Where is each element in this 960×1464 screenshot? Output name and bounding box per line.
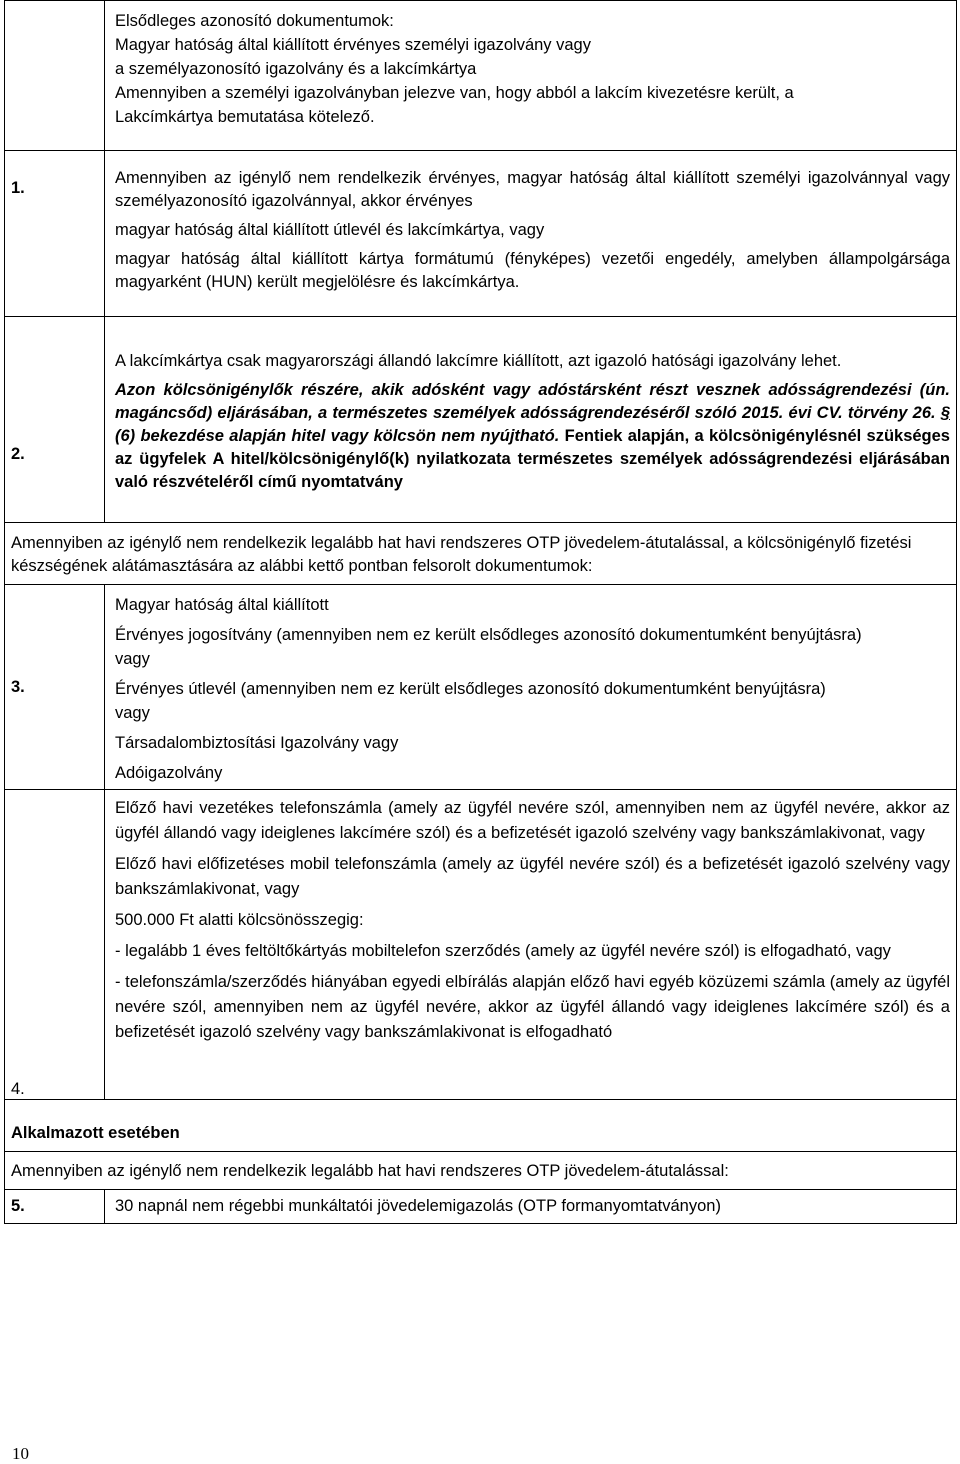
document-item: Magyar hatóság által kiállított xyxy=(115,596,329,614)
document-item: Érvényes útlevél (amennyiben nem ez került elsődleges azonosító dokumentumként benyújtásra) vagy xyxy=(115,680,826,722)
empty-num-cell xyxy=(5,1,105,151)
primary-id-line: a személyazonosító igazolvány és a lakcímkártya xyxy=(115,60,477,78)
row-number: 5. xyxy=(5,1190,105,1224)
row-1 xyxy=(5,151,957,317)
row-number: 2. xyxy=(5,317,105,523)
row-number: 1. xyxy=(5,151,105,317)
row-number: 3. xyxy=(5,585,105,790)
document-item: - legalább 1 éves feltöltőkártyás mobiltelefon szerződés (amely az ügyfél nevére szól) is elfogadható, vagy xyxy=(115,942,891,960)
row-4-content xyxy=(105,790,957,1100)
row-1-paragraph: magyar hatóság által kiállított kártya formátumú (fényképes) vezetői engedély, amelyben állampolgársága magyarként (HUN) került megjelölésre és lakcímkártya. xyxy=(115,250,950,291)
primary-id-line: Amennyiben a személyi igazolványban jelezve van, hogy abból a lakcím kivezetésre került, a xyxy=(115,84,794,102)
intro-row xyxy=(5,523,957,585)
row-number: 4. xyxy=(5,790,105,1100)
row-4 xyxy=(5,790,957,1100)
intro2-cell: Amennyiben az igénylő nem rendelkezik legalább hat havi rendszeres OTP jövedelem-átutalással: xyxy=(5,1152,957,1190)
row-2-content xyxy=(105,317,957,523)
row-5-content: 30 napnál nem régebbi munkáltatói jövedelemigazolás (OTP formanyomtatványon) xyxy=(105,1190,957,1224)
required-declaration-text: Fentiek alapján, a kölcsönigénylésnél szükséges az ügyfelek A hitel/kölcsönigénylő(k) nyilatkozata természetes személyek adósságrendezési eljárásában való részvételéről című nyomtatvány xyxy=(115,426,950,491)
primary-id-heading: Elsődleges azonosító dokumentumok: xyxy=(115,12,394,30)
row-2-paragraph: A lakcímkártya csak magyarországi állandó lakcímre kiállított, azt igazoló hatósági igazolvány lehet. xyxy=(115,351,842,370)
primary-id-line: Magyar hatóság által kiállított érvényes személyi igazolvány vagy xyxy=(115,36,591,54)
insolvency-notice-text: Azon kölcsönigénylők részére, akik adósként vagy adóstársként részt vesznek adósságrendezési (ún. magáncsőd) eljárásában, a természetes személyek adósságrendezéséről szóló 2015. évi CV. törvény 26. xyxy=(115,380,950,422)
insolvency-notice xyxy=(115,379,950,494)
row-1-paragraph: Amennyiben az igénylő nem rendelkezik érvényes, magyar hatóság által kiállított személyi igazolvánnyal vagy személyazonosító igazolvánnyal, akkor érvényes xyxy=(115,169,950,210)
document-item: Érvényes jogosítvány (amennyiben nem ez került elsődleges azonosító dokumentumként benyújtásra) vagy xyxy=(115,626,862,668)
insolvency-notice-text: (6) bekezdése alapján hitel vagy kölcsön nem nyújtható. xyxy=(115,426,560,445)
row-2 xyxy=(5,317,957,523)
row-1-paragraph: magyar hatóság által kiállított útlevél és lakcímkártya, vagy xyxy=(115,221,545,239)
row-3-content xyxy=(105,585,957,790)
document-item: Adóigazolvány xyxy=(115,764,223,782)
document-item: Előző havi előfizetéses mobil telefonszámla (amely az ügyfél nevére szól) és a befizetését igazoló szelvény vagy bankszámlakivonat, vagy xyxy=(115,855,950,898)
row-1-content xyxy=(105,151,957,317)
row-3 xyxy=(5,585,957,790)
row-5 xyxy=(5,1190,957,1224)
page-number: 10 xyxy=(12,1444,29,1463)
requirements-table xyxy=(4,0,957,1224)
document-item: Előző havi vezetékes telefonszámla (amely az ügyfél nevére szól, amennyiben nem az ügyfél nevére, akkor az ügyfél állandó vagy ideiglenes lakcímére szól) és a befizetését igazoló szelvény vagy bankszámlakivonat, vagy xyxy=(115,799,950,842)
document-item: Társadalombiztosítási Igazolvány vagy xyxy=(115,734,399,752)
intro-cell: Amennyiben az igénylő nem rendelkezik legalább hat havi rendszeres OTP jövedelem-átutalással, a kölcsönigénylő fizetési készségének alátámasztására az alábbi kettő pontban felsorolt dokumentumok: xyxy=(5,523,957,585)
intro2-row xyxy=(5,1152,957,1190)
primary-id-cell xyxy=(105,1,957,151)
section-sign: § xyxy=(940,403,950,422)
employee-heading: Alkalmazott esetében xyxy=(5,1100,957,1152)
primary-id-row xyxy=(5,1,957,151)
document-item: 500.000 Ft alatti kölcsönösszegig: xyxy=(115,911,364,929)
employee-heading-row xyxy=(5,1100,957,1152)
document-item: - telefonszámla/szerződés hiányában egyedi elbírálás alapján előző havi egyéb közüzemi számla (amely az ügyfél nevére szól, amennyiben nem az ügyfél nevére, akkor az ügyfél állandó vagy ideiglenes lakcímére szól) és a befizetését igazoló szelvény vagy bankszámlakivonat is elfogadható xyxy=(115,973,950,1041)
primary-id-line: Lakcímkártya bemutatása kötelező. xyxy=(115,108,375,126)
